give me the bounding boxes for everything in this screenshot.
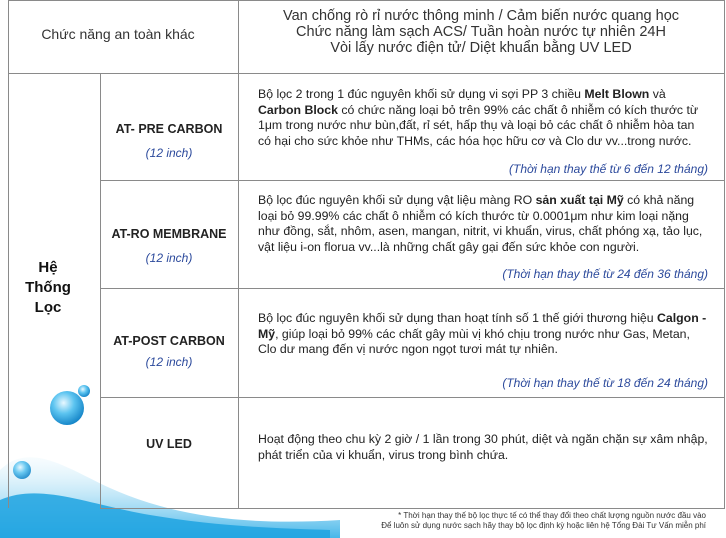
product-name: AT- PRE CARBON [115,122,223,136]
safety-features-list [238,8,724,56]
footnote: * Thời hạn thay thế bộ lọc thực tế có thể thay đổi theo chất lượng nguồn nước đầu vào Để luôn sử dụng nước sạch hãy thay bộ lọc định kỳ hoặc liên hệ Tổng Đài Tư Vấn miễn phí [381,511,706,530]
replacement-term: (Thời hạn thay thế từ 6 đến 12 tháng) [509,162,708,176]
other-safety-features-label: Chức năng an toàn khác [41,26,195,42]
product-size: (12 inch) [145,146,193,160]
description-text: có khả năng loại bỏ 99.99% các chất ô nhiễm có kích thước từ 0.0001μm như kim loại nặng như đồng, sắt, nhôm, asen, mangan, nitrit, vi khuẩn, virus, chất phóng xạ, tảo lục, vật liệu i-on florua vv...là những chất gây gại đến sức khỏe con người. [258,193,703,254]
description-text: Hoạt động theo chu kỳ 2 giờ / 1 lần trong 30 phút, diệt và ngăn chặn sự xâm nhập, phát triển của vi khuẩn, virus trong bình chứa. [258,432,708,462]
replacement-term: (Thời hạn thay thế từ 24 đến 36 tháng) [502,267,708,281]
description-text: Bộ lọc đúc nguyên khối sử dụng than hoạt tính số 1 thế giới thương hiệu [258,311,658,325]
row-divider [100,180,725,181]
table-border-right [724,0,725,508]
product-description [258,311,710,358]
water-bubble-icon [50,391,84,425]
product-description [258,432,710,463]
table-border-bottom [100,508,725,509]
product-size: (12 inch) [145,251,193,265]
row-divider [100,397,725,398]
highlight-text: Carbon Block [258,102,338,117]
table-border-top [8,0,725,1]
highlight-text: Calgon - Mỹ [258,311,707,341]
product-name: AT-POST CARBON [113,334,225,348]
description-text: Bộ lọc 2 trong 1 đúc nguyên khối sử dụng vi sợi PP 3 chiều [258,87,585,101]
replacement-term: (Thời hạn thay thế từ 18 đến 24 tháng) [502,376,708,390]
product-size: (12 inch) [145,355,193,369]
feature-line: Van chống rò rỉ nước thông minh / Cảm biến nước quang học [282,8,680,24]
product-description [258,87,710,149]
product-name: UV LED [146,437,192,451]
row-divider [100,288,725,289]
description-text: và [649,87,666,101]
product-description [258,193,710,255]
product-column-divider [238,73,239,508]
table-border-left [8,0,9,508]
product-name: AT-RO MEMBRANE [111,227,227,241]
description-text: , giúp loại bỏ 99% các chất gây mùi vị khó chịu trong nước như Gas, Metan, Clo dư mang đến vị nước ngon ngọt tươi mát tự nhiên. [258,326,690,357]
description-text: Bộ lọc đúc nguyên khối sử dụng vật liệu màng RO [258,193,536,207]
header-bottom [8,73,725,74]
water-bubble-icon [13,461,31,479]
feature-line: Chức năng làm sạch ACS/ Tuần hoàn nước tự nhiên 24H [296,24,666,40]
highlight-text: Melt Blown [584,87,650,101]
highlight-text: sản xuất tại Mỹ [535,193,624,207]
filter-system-label: Hệ Thống Lọc [25,259,71,316]
feature-line: Vòi lấy nước điện tử/ Diệt khuẩn bằng UV LED [330,40,632,56]
water-bubble-icon [78,385,90,397]
description-text: có chức năng loại bỏ trên 99% các chất ô nhiễm có kích thước từ 1μm trong nước như bùn,đất, rỉ sét, hấp thụ và loại bỏ các chất ô nhiễm hòa tan có hại cho sức khỏe như THMs, các hóa học hữu cơ và Clo dư vv...trong nước. [258,102,699,148]
